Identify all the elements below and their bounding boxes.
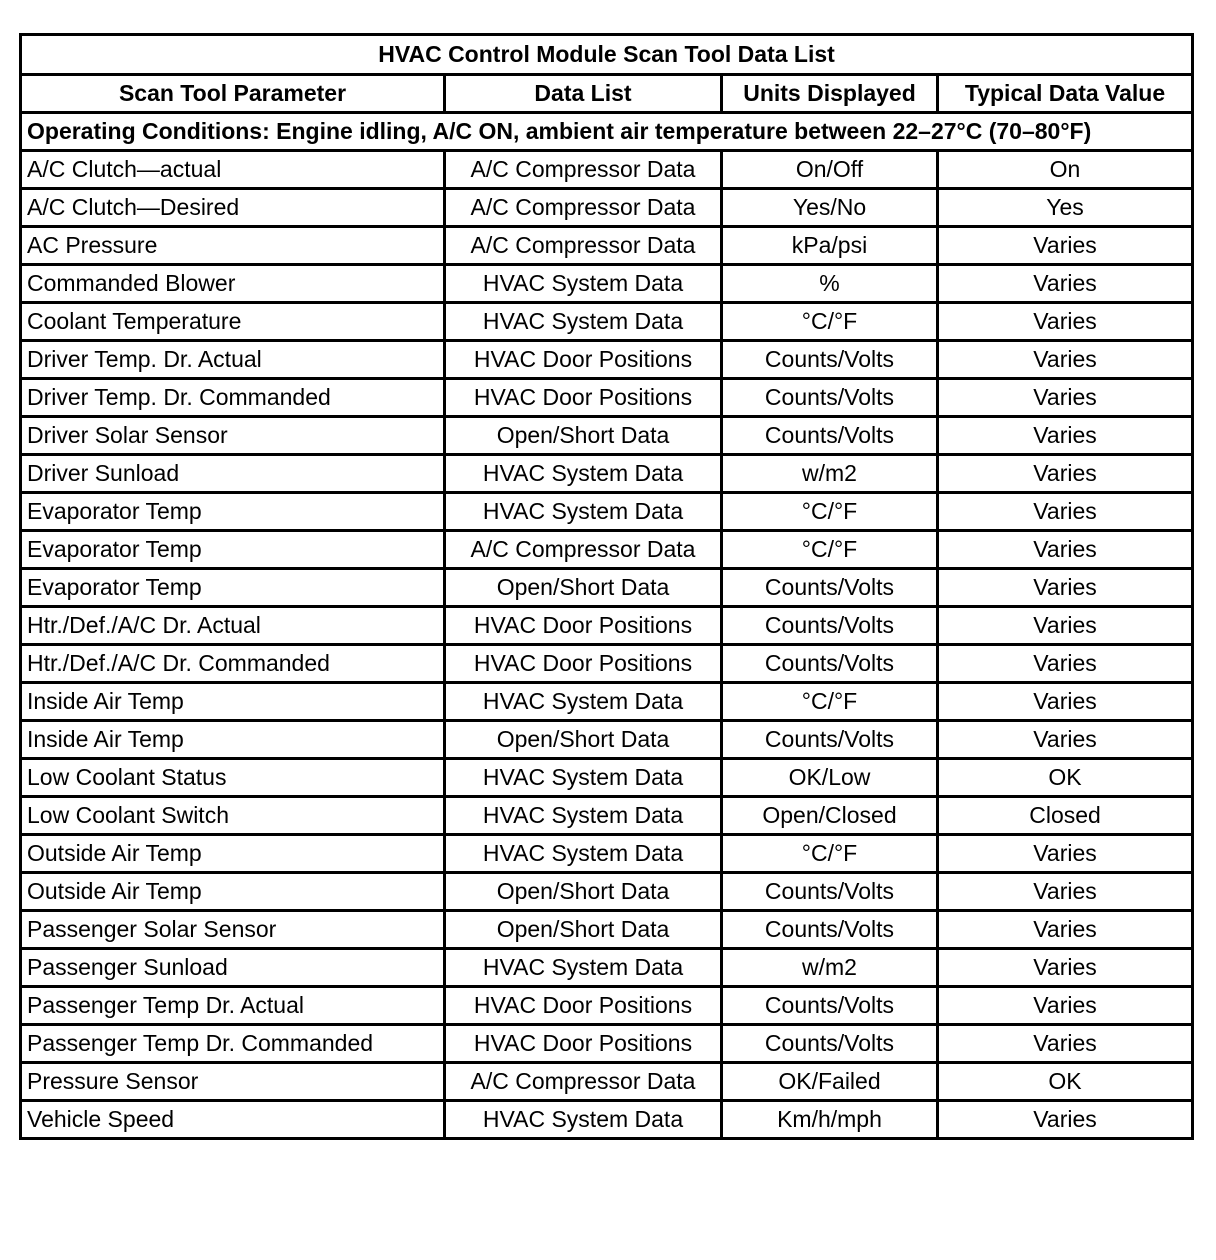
table-row — [21, 949, 1193, 987]
table-row — [21, 303, 1193, 341]
typical-value-cell: Varies — [938, 645, 1193, 683]
table-row — [21, 797, 1193, 835]
typical-value-cell: Varies — [938, 911, 1193, 949]
units-cell: OK/Failed — [722, 1063, 938, 1101]
typical-value-cell: Varies — [938, 227, 1193, 265]
parameter-cell: Inside Air Temp — [21, 683, 445, 721]
units-cell: Counts/Volts — [722, 911, 938, 949]
table-row — [21, 721, 1193, 759]
table-row — [21, 379, 1193, 417]
scan-tool-data-table — [19, 33, 1194, 1140]
units-cell: °C/°F — [722, 303, 938, 341]
table-row — [21, 683, 1193, 721]
table-row — [21, 531, 1193, 569]
scan-tool-data-table-container — [19, 33, 1194, 1140]
typical-value-cell: Yes — [938, 189, 1193, 227]
data-list-cell: HVAC System Data — [445, 493, 722, 531]
table-row — [21, 1063, 1193, 1101]
typical-value-cell: Varies — [938, 417, 1193, 455]
data-list-cell: HVAC System Data — [445, 1101, 722, 1139]
data-list-cell: HVAC System Data — [445, 835, 722, 873]
units-cell: °C/°F — [722, 493, 938, 531]
header-data-list: Data List — [445, 75, 722, 113]
units-cell: On/Off — [722, 151, 938, 189]
data-list-cell: HVAC System Data — [445, 759, 722, 797]
units-cell: kPa/psi — [722, 227, 938, 265]
header-units-displayed: Units Displayed — [722, 75, 938, 113]
table-row — [21, 987, 1193, 1025]
data-list-cell: HVAC Door Positions — [445, 379, 722, 417]
table-row — [21, 873, 1193, 911]
table-title: HVAC Control Module Scan Tool Data List — [21, 35, 1193, 75]
data-list-cell: Open/Short Data — [445, 569, 722, 607]
data-list-cell: Open/Short Data — [445, 417, 722, 455]
data-list-cell: HVAC System Data — [445, 797, 722, 835]
units-cell: °C/°F — [722, 683, 938, 721]
table-row — [21, 341, 1193, 379]
table-row — [21, 645, 1193, 683]
units-cell: OK/Low — [722, 759, 938, 797]
typical-value-cell: Varies — [938, 1025, 1193, 1063]
typical-value-cell: Varies — [938, 265, 1193, 303]
typical-value-cell: Varies — [938, 721, 1193, 759]
table-row — [21, 569, 1193, 607]
data-list-cell: HVAC Door Positions — [445, 341, 722, 379]
typical-value-cell: Varies — [938, 987, 1193, 1025]
typical-value-cell: Varies — [938, 607, 1193, 645]
table-row — [21, 189, 1193, 227]
operating-conditions: Operating Conditions: Engine idling, A/C ON, ambient air temperature between 22–27°C (70–80°F) — [21, 113, 1193, 151]
data-list-cell: HVAC System Data — [445, 303, 722, 341]
typical-value-cell: Varies — [938, 949, 1193, 987]
parameter-cell: Driver Solar Sensor — [21, 417, 445, 455]
data-list-cell: HVAC System Data — [445, 455, 722, 493]
table-header-row — [21, 75, 1193, 113]
header-scan-tool-parameter: Scan Tool Parameter — [21, 75, 445, 113]
units-cell: Open/Closed — [722, 797, 938, 835]
data-list-cell: HVAC Door Positions — [445, 1025, 722, 1063]
typical-value-cell: Varies — [938, 379, 1193, 417]
parameter-cell: Evaporator Temp — [21, 493, 445, 531]
table-row — [21, 1025, 1193, 1063]
parameter-cell: Evaporator Temp — [21, 569, 445, 607]
data-list-cell: HVAC Door Positions — [445, 987, 722, 1025]
typical-value-cell: Varies — [938, 1101, 1193, 1139]
units-cell: Counts/Volts — [722, 873, 938, 911]
typical-value-cell: Varies — [938, 455, 1193, 493]
table-row — [21, 265, 1193, 303]
units-cell: Counts/Volts — [722, 721, 938, 759]
table-row — [21, 227, 1193, 265]
typical-value-cell: Closed — [938, 797, 1193, 835]
parameter-cell: Passenger Solar Sensor — [21, 911, 445, 949]
parameter-cell: Inside Air Temp — [21, 721, 445, 759]
typical-value-cell: Varies — [938, 493, 1193, 531]
operating-conditions-row — [21, 113, 1193, 151]
units-cell: Counts/Volts — [722, 987, 938, 1025]
data-list-cell: HVAC Door Positions — [445, 607, 722, 645]
parameter-cell: Driver Sunload — [21, 455, 445, 493]
parameter-cell: Htr./Def./A/C Dr. Commanded — [21, 645, 445, 683]
units-cell: Counts/Volts — [722, 417, 938, 455]
units-cell: °C/°F — [722, 835, 938, 873]
typical-value-cell: OK — [938, 759, 1193, 797]
table-row — [21, 455, 1193, 493]
data-list-cell: A/C Compressor Data — [445, 189, 722, 227]
typical-value-cell: Varies — [938, 873, 1193, 911]
units-cell: % — [722, 265, 938, 303]
parameter-cell: Outside Air Temp — [21, 835, 445, 873]
units-cell: Counts/Volts — [722, 569, 938, 607]
data-list-cell: A/C Compressor Data — [445, 531, 722, 569]
typical-value-cell: Varies — [938, 569, 1193, 607]
header-typical-data-value: Typical Data Value — [938, 75, 1193, 113]
data-list-cell: Open/Short Data — [445, 721, 722, 759]
typical-value-cell: Varies — [938, 303, 1193, 341]
data-list-cell: A/C Compressor Data — [445, 227, 722, 265]
table-row — [21, 493, 1193, 531]
data-list-cell: Open/Short Data — [445, 873, 722, 911]
units-cell: w/m2 — [722, 949, 938, 987]
units-cell: Counts/Volts — [722, 645, 938, 683]
units-cell: Counts/Volts — [722, 607, 938, 645]
typical-value-cell: Varies — [938, 835, 1193, 873]
data-list-cell: Open/Short Data — [445, 911, 722, 949]
table-row — [21, 607, 1193, 645]
table-row — [21, 151, 1193, 189]
parameter-cell: Low Coolant Status — [21, 759, 445, 797]
parameter-cell: Low Coolant Switch — [21, 797, 445, 835]
table-row — [21, 835, 1193, 873]
data-list-cell: A/C Compressor Data — [445, 151, 722, 189]
table-row — [21, 1101, 1193, 1139]
parameter-cell: Coolant Temperature — [21, 303, 445, 341]
units-cell: Yes/No — [722, 189, 938, 227]
units-cell: Counts/Volts — [722, 341, 938, 379]
table-title-row — [21, 35, 1193, 75]
typical-value-cell: OK — [938, 1063, 1193, 1101]
parameter-cell: Vehicle Speed — [21, 1101, 445, 1139]
typical-value-cell: Varies — [938, 683, 1193, 721]
data-list-cell: HVAC System Data — [445, 949, 722, 987]
data-list-cell: HVAC System Data — [445, 265, 722, 303]
parameter-cell: Driver Temp. Dr. Commanded — [21, 379, 445, 417]
parameter-cell: Pressure Sensor — [21, 1063, 445, 1101]
data-list-cell: A/C Compressor Data — [445, 1063, 722, 1101]
units-cell: Km/h/mph — [722, 1101, 938, 1139]
data-list-cell: HVAC Door Positions — [445, 645, 722, 683]
units-cell: Counts/Volts — [722, 379, 938, 417]
typical-value-cell: Varies — [938, 341, 1193, 379]
units-cell: °C/°F — [722, 531, 938, 569]
parameter-cell: Driver Temp. Dr. Actual — [21, 341, 445, 379]
parameter-cell: Passenger Temp Dr. Actual — [21, 987, 445, 1025]
table-row — [21, 417, 1193, 455]
parameter-cell: Evaporator Temp — [21, 531, 445, 569]
parameter-cell: Passenger Sunload — [21, 949, 445, 987]
table-row — [21, 759, 1193, 797]
parameter-cell: AC Pressure — [21, 227, 445, 265]
parameter-cell: A/C Clutch—Desired — [21, 189, 445, 227]
typical-value-cell: On — [938, 151, 1193, 189]
parameter-cell: Commanded Blower — [21, 265, 445, 303]
table-row — [21, 911, 1193, 949]
units-cell: Counts/Volts — [722, 1025, 938, 1063]
parameter-cell: Outside Air Temp — [21, 873, 445, 911]
data-list-cell: HVAC System Data — [445, 683, 722, 721]
typical-value-cell: Varies — [938, 531, 1193, 569]
parameter-cell: Passenger Temp Dr. Commanded — [21, 1025, 445, 1063]
parameter-cell: Htr./Def./A/C Dr. Actual — [21, 607, 445, 645]
parameter-cell: A/C Clutch—actual — [21, 151, 445, 189]
units-cell: w/m2 — [722, 455, 938, 493]
